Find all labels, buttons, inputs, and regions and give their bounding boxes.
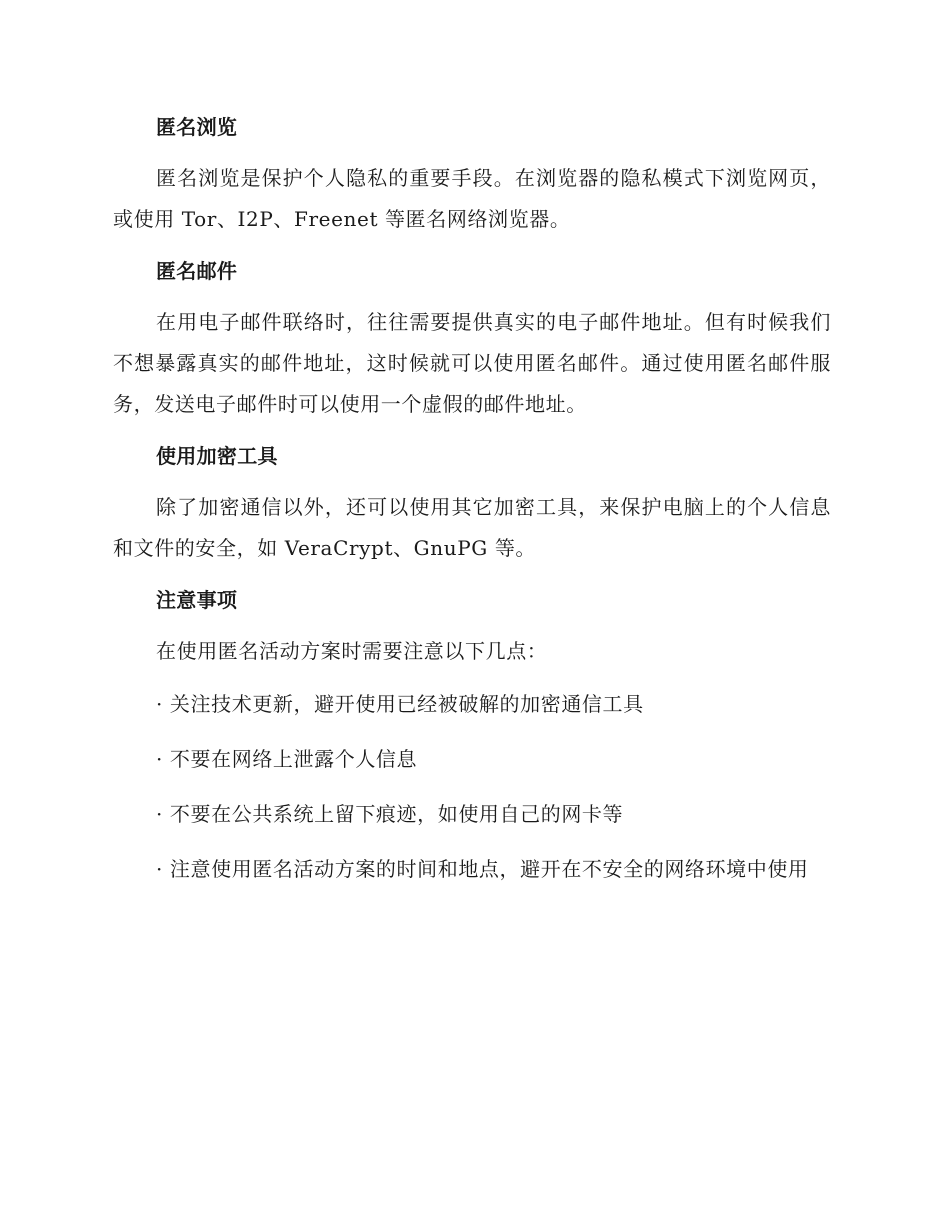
document-body bbox=[113, 108, 831, 904]
paragraph-anonymous-browsing: 匿名浏览是保护个人隐私的重要手段。在浏览器的隐私模式下浏览网页，或使用 Tor、I2P、Freenet 等匿名网络浏览器。 bbox=[113, 166, 831, 231]
paragraph-encryption-tools: 除了加密通信以外，还可以使用其它加密工具，来保护电脑上的个人信息和文件的安全，如 VeraCrypt、GnuPG 等。 bbox=[113, 495, 831, 560]
section-heading-anonymous-email: 匿名邮件 bbox=[156, 259, 238, 283]
bullet-item: · 关注技术更新，避开使用已经被破解的加密通信工具 bbox=[156, 692, 644, 716]
bullet-item: · 不要在网络上泄露个人信息 bbox=[156, 747, 418, 771]
section-heading-precautions: 注意事项 bbox=[156, 588, 238, 612]
bullet-item: · 不要在公共系统上留下痕迹，如使用自己的网卡等 bbox=[156, 802, 624, 826]
section-heading-anonymous-browsing: 匿名浏览 bbox=[156, 115, 238, 139]
bullet-item: · 注意使用匿名活动方案的时间和地点，避开在不安全的网络环境中使用 bbox=[156, 857, 809, 881]
paragraph-anonymous-email: 在用电子邮件联络时，往往需要提供真实的电子邮件地址。但有时候我们不想暴露真实的邮件地址，这时候就可以使用匿名邮件。通过使用匿名邮件服务，发送电子邮件时可以使用一个虚假的邮件地址。 bbox=[113, 310, 831, 416]
section-heading-encryption-tools: 使用加密工具 bbox=[156, 444, 278, 468]
paragraph-precautions-intro: 在使用匿名活动方案时需要注意以下几点： bbox=[156, 639, 548, 663]
